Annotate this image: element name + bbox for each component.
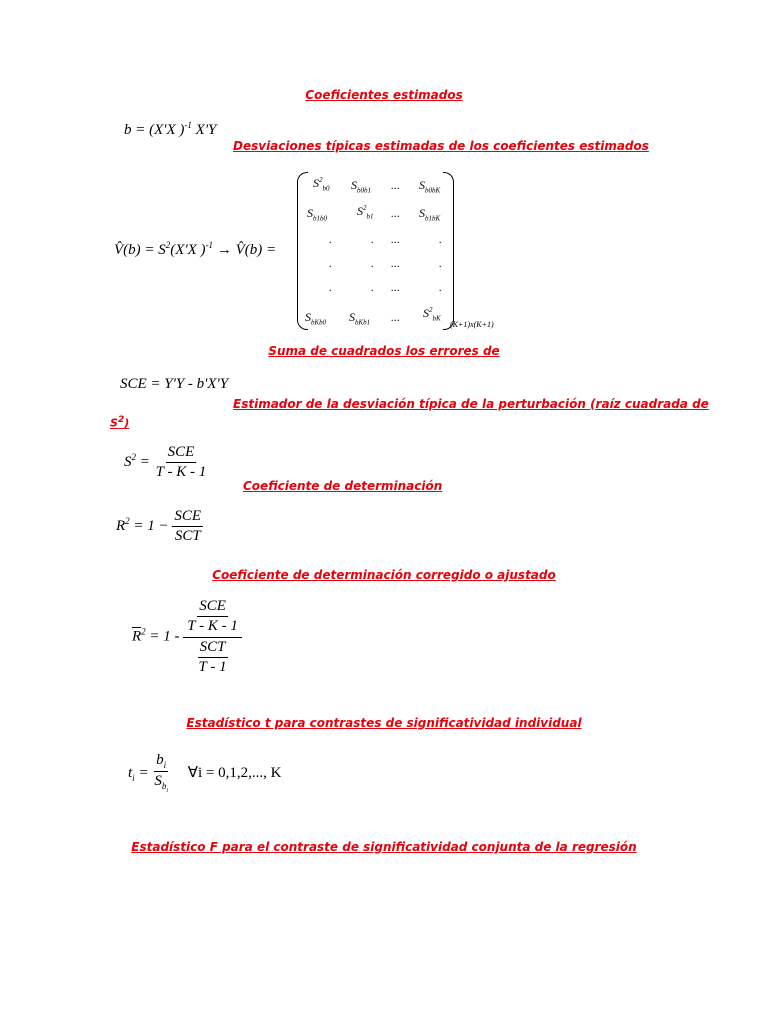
heading-estimador-desviacion-cont: $S^2$) — [110, 415, 130, 430]
matrix-cell: ... — [391, 206, 400, 220]
compound-fraction — [183, 598, 242, 676]
matrix-cell: $S^2_{b0}$ — [313, 176, 330, 193]
fraction: $\frac{\text{SCE}}{T - K - 1}$ — [187, 598, 238, 635]
matrix-cell: . — [439, 256, 442, 270]
varianza-covarianza-matrix — [293, 172, 458, 330]
formula-sce: SCE = Y'Y - b'X'Y — [120, 376, 229, 392]
matrix-cell: $S_{b1b0}$ — [307, 206, 327, 223]
fraction: $\frac{\text{SCE}}{T - K - 1}$ — [155, 444, 207, 481]
matrix-cell: ... — [391, 256, 400, 270]
matrix-cell: . — [371, 232, 374, 246]
fraction: $\frac{\text{SCE}}{\text{SCT}}$ — [174, 508, 202, 545]
formula-coeficientes: b = (X'X )$^{-1}$ X'Y — [124, 120, 217, 138]
matrix-right-bracket — [443, 172, 454, 330]
matrix-cell: $S_{bKb0}$ — [305, 310, 327, 327]
matrix-cell: . — [439, 280, 442, 294]
matrix-cell: . — [329, 232, 332, 246]
fraction: $\frac{b_i}{S_{b_i}}$ — [154, 752, 168, 795]
fraction: $\frac{\text{SCT}}{T - 1}$ — [198, 638, 227, 675]
matrix-left-bracket — [297, 172, 308, 330]
matrix-cell: ... — [391, 178, 400, 192]
matrix-cell: $S_{bKb1}$ — [349, 310, 371, 327]
matrix-cell: $S_{b0bK}$ — [419, 178, 441, 195]
heading-coeficientes-estimados: Coeficientes estimados — [305, 88, 463, 102]
heading-coeficiente-determinacion: Coeficiente de determinación — [243, 479, 443, 493]
matrix-cell: $S_{b1bK}$ — [419, 206, 441, 223]
formula-t: $t_i$ = $\frac{b_i}{S_{b_i}}$ ∀i = 0,1,2,..., K — [128, 752, 282, 795]
matrix-cell: $S^2_{b1}$ — [357, 204, 374, 221]
matrix-cell: . — [371, 256, 374, 270]
heading-estadistico-t: Estadístico t para contrastes de significatividad individual — [186, 716, 582, 730]
matrix-cell: $S^2_{bK}$ — [423, 306, 441, 323]
matrix-cell: . — [329, 256, 332, 270]
matrix-cell: . — [329, 280, 332, 294]
heading-coeficiente-ajustado: Coeficiente de determinación corregido o ajustado — [212, 568, 556, 582]
matrix-cell: ... — [391, 310, 400, 324]
formula-r2: $R^2 = 1$ − $\frac{\text{SCE}}{\text{SCT}}$ — [116, 508, 202, 545]
formula-r2-ajustado: $\overline{R}^2 = 1$ - $\frac{\frac{\text{SCE}}{T - K - 1}}{\frac{\text{SCT}}{T - 1}}$ — [132, 598, 242, 676]
matrix-cell: ... — [391, 232, 400, 246]
heading-estimador-desviacion: Estimador de la desviación típica de la perturbación (raíz cuadrada de — [233, 397, 709, 411]
matrix-cell: ... — [391, 280, 400, 294]
matrix-cell: . — [439, 232, 442, 246]
heading-suma-cuadrados: Suma de cuadrados los errores de — [268, 344, 500, 358]
formula-s2: $S^2$ = $\frac{\text{SCE}}{T - K - 1}$ — [124, 444, 207, 481]
matrix-order-label: (K+1)x(K+1) — [450, 320, 494, 329]
heading-desviaciones-tipicas: Desviaciones típicas estimadas de los coeficientes estimados — [233, 139, 649, 153]
matrix-cell: $S_{b0b1}$ — [351, 178, 371, 195]
heading-estadistico-f: Estadístico F para el contraste de significatividad conjunta de la regresión — [131, 840, 637, 854]
matrix-cell: . — [371, 280, 374, 294]
formula-varianza: V̂(b) = $S^2(X'X$ )$^{-1}$ → V̂(b) = — [114, 240, 277, 258]
